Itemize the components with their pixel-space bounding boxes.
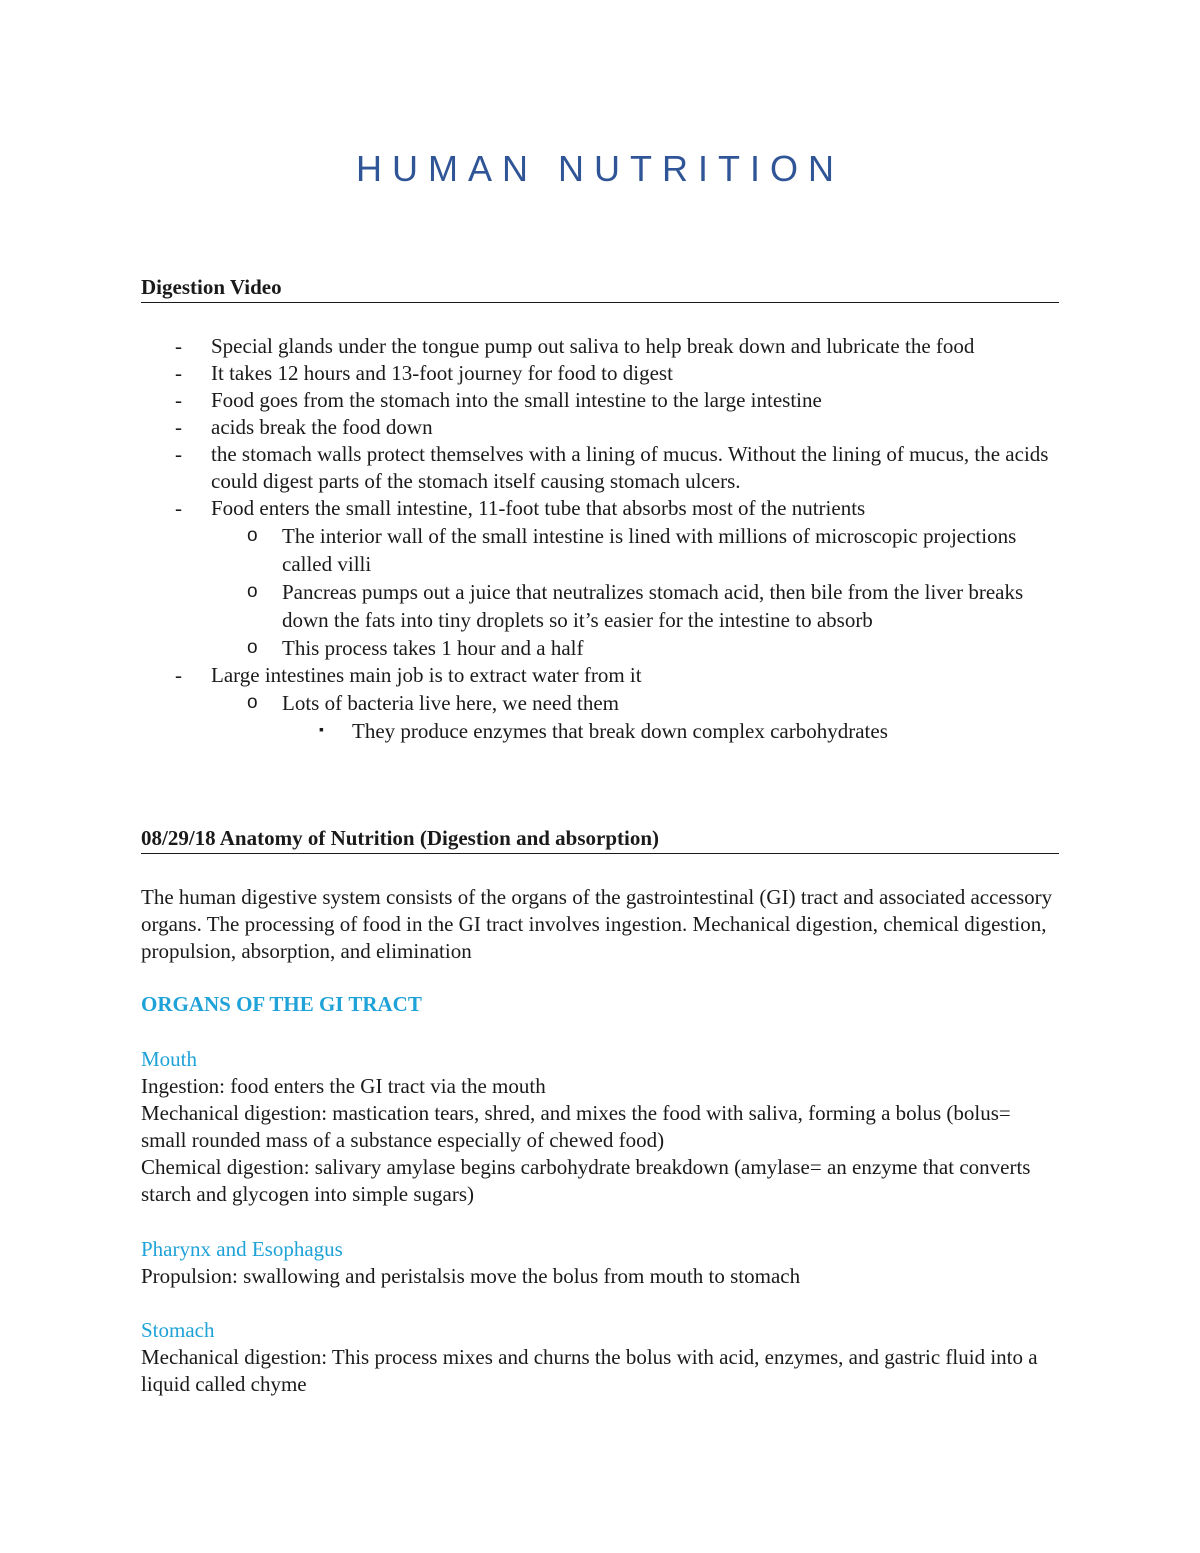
organ-stomach <box>141 1317 1059 1398</box>
document-title: HUMAN NUTRITION <box>356 148 844 189</box>
organ-mouth <box>141 1046 1059 1208</box>
dash-bullet: - <box>175 442 182 466</box>
organ-detail: Chemical digestion: salivary amylase begins carbohydrate breakdown (amylase= an enzyme that converts starch and glycogen into simple sugars) <box>141 1155 1031 1206</box>
sub-sub-list-item: ▪ They produce enzymes that break down complex carbohydrates <box>319 719 888 743</box>
list-item: - acids break the food down <box>175 415 433 439</box>
sub-list-item: o The interior wall of the small intestine is lined with millions of microscopic projections called villi <box>247 524 1017 576</box>
organ-detail: Ingestion: food enters the GI tract via the mouth <box>141 1074 546 1098</box>
dash-bullet: - <box>175 388 182 412</box>
section-heading-anatomy: 08/29/18 Anatomy of Nutrition (Digestion and absorption) <box>141 826 1059 854</box>
list-item: - Special glands under the tongue pump out saliva to help break down and lubricate the food <box>175 334 975 358</box>
circle-bullet: o <box>247 637 258 658</box>
circle-bullet: o <box>247 525 258 546</box>
square-bullet: ▪ <box>319 723 324 738</box>
sub-list-item: o Pancreas pumps out a juice that neutralizes stomach acid, then bile from the liver breaks down the fats into tiny droplets so it’s easier for the intestine to absorb <box>247 580 1024 632</box>
intro-paragraph: The human digestive system consists of the organs of the gastrointestinal (GI) tract and associated accessory organs. The processing of food in the GI tract involves ingestion. Mechanical digestion, chemical digestion, propulsion, absorption, and elimination <box>141 885 1053 963</box>
organ-detail: Mechanical digestion: mastication tears, shred, and mixes the food with saliva, forming a bolus (bolus= small rounded mass of a substance especially of chewed food) <box>141 1101 1011 1152</box>
sub-list-item: o Lots of bacteria live here, we need them <box>247 691 620 715</box>
organ-name: Stomach <box>141 1318 215 1342</box>
circle-bullet: o <box>247 581 258 602</box>
list-item: - the stomach walls protect themselves with a lining of mucus. Without the lining of mucus, the acids could digest parts of the stomach itself causing stomach ulcers. <box>175 442 1049 493</box>
organ-pharynx-esophagus <box>141 1236 1059 1290</box>
organ-detail: Propulsion: swallowing and peristalsis move the bolus from mouth to stomach <box>141 1264 801 1288</box>
dash-bullet: - <box>175 334 182 358</box>
list-item: - Food enters the small intestine, 11-foot tube that absorbs most of the nutrients <box>175 496 866 520</box>
list-item: - It takes 12 hours and 13-foot journey for food to digest <box>175 361 673 385</box>
sub-list-item: o This process takes 1 hour and a half <box>247 636 584 660</box>
circle-bullet: o <box>247 692 258 713</box>
list-item: - Food goes from the stomach into the small intestine to the large intestine <box>175 388 822 412</box>
list-item: - Large intestines main job is to extract water from it <box>175 663 642 687</box>
organs-heading: ORGANS OF THE GI TRACT <box>141 992 422 1016</box>
digestion-video-list <box>141 333 1059 745</box>
section-digestion-video <box>141 275 1059 745</box>
dash-bullet: - <box>175 496 182 520</box>
organ-name: Mouth <box>141 1047 198 1071</box>
organ-detail: Mechanical digestion: This process mixes and churns the bolus with acid, enzymes, and gastric fluid into a liquid called chyme <box>141 1345 1038 1396</box>
organ-name: Pharynx and Esophagus <box>141 1237 343 1261</box>
section-anatomy-of-nutrition <box>141 826 1059 854</box>
dash-bullet: - <box>175 663 182 687</box>
dash-bullet: - <box>175 415 182 439</box>
dash-bullet: - <box>175 361 182 385</box>
section-heading-digestion-video: Digestion Video <box>141 275 1059 303</box>
